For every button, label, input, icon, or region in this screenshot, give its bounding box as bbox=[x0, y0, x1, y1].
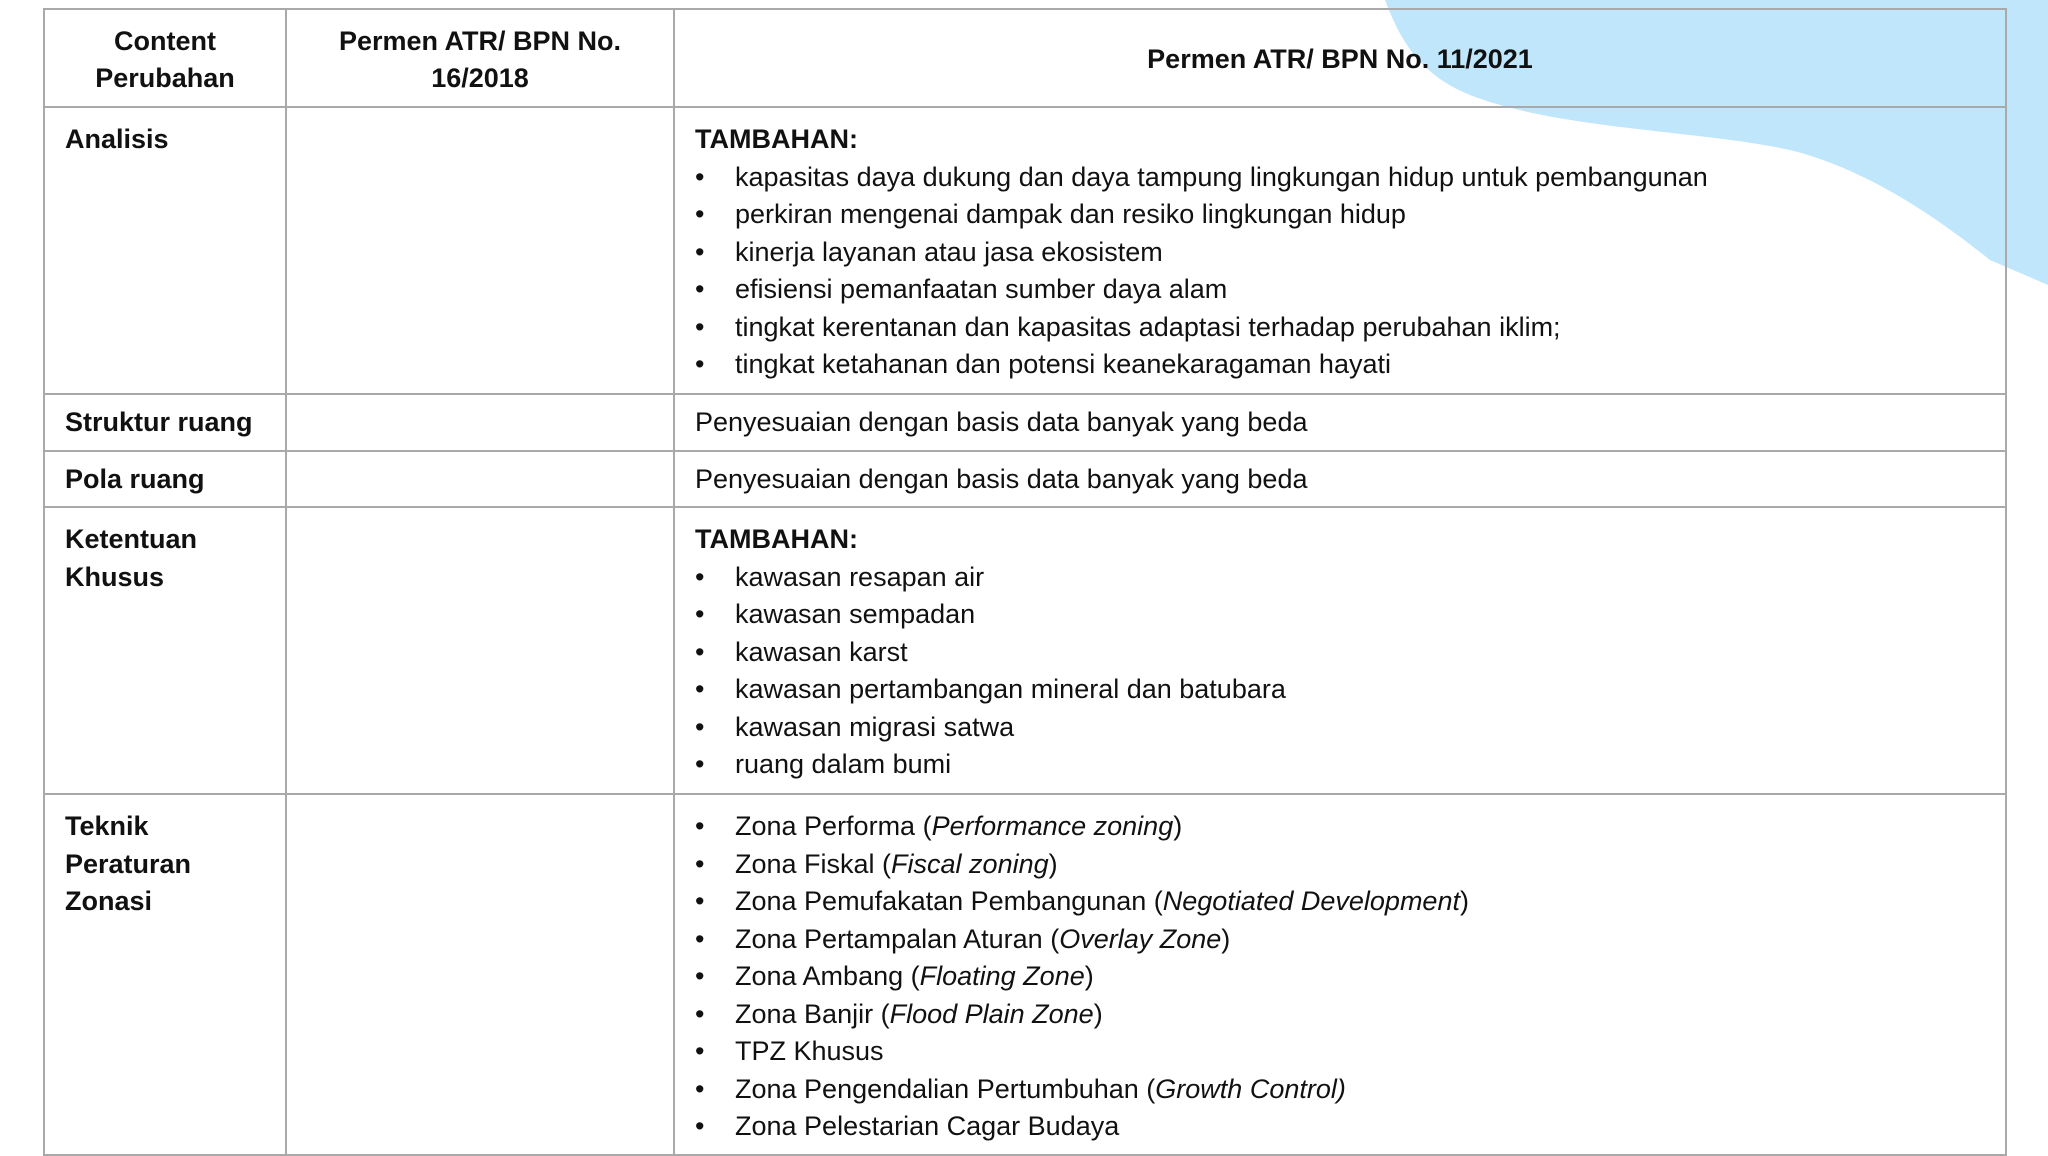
zone-english-term: Flood Plain Zone bbox=[889, 998, 1094, 1029]
cell-new-struktur-ruang: Penyesuaian dengan basis data banyak yang beda bbox=[674, 394, 2006, 451]
zone-english-term: Fiscal zoning bbox=[891, 848, 1049, 879]
header-permen-2018: Permen ATR/ BPN No. 16/2018 bbox=[286, 9, 674, 107]
zone-name: Zona Pemufakatan Pembangunan ( bbox=[735, 886, 1163, 916]
list-item: • tingkat ketahanan dan potensi keanekaragaman hayati bbox=[695, 346, 1985, 384]
zone-english-term: Floating Zone bbox=[919, 961, 1085, 991]
zone-close: ) bbox=[1084, 961, 1094, 991]
zone-name: Zona Banjir ( bbox=[735, 998, 890, 1029]
table-row-ketentuan-khusus bbox=[44, 507, 2006, 794]
header-permen-2021: Permen ATR/ BPN No. 11/2021 bbox=[674, 9, 2006, 107]
row-label-analisis: Analisis bbox=[44, 107, 286, 394]
cell-new-pola-ruang: Penyesuaian dengan basis data banyak yang beda bbox=[674, 451, 2006, 508]
list-item bbox=[695, 996, 1985, 1034]
table-row-teknik-peraturan-zonasi bbox=[44, 794, 2006, 1155]
zone-name: Zona Pengendalian Pertumbuhan ( bbox=[735, 1073, 1156, 1104]
tambahan-heading-analisis: TAMBAHAN: bbox=[695, 124, 858, 154]
list-item: • kinerja layanan atau jasa ekosistem bbox=[695, 234, 1985, 272]
zone-close: ) bbox=[1093, 998, 1103, 1029]
zone-close: ) bbox=[1173, 811, 1183, 841]
cell-old-teknik-peraturan-zonasi bbox=[286, 794, 674, 1155]
table-row-analisis bbox=[44, 107, 2006, 394]
list-item bbox=[695, 1108, 1985, 1146]
comparison-table bbox=[43, 8, 2007, 1156]
zone-name: Zona Ambang ( bbox=[735, 961, 920, 991]
zone-english-term: Overlay Zone bbox=[1059, 923, 1222, 954]
list-item bbox=[695, 883, 1985, 921]
cell-old-analisis bbox=[286, 107, 674, 394]
table-row-pola-ruang bbox=[44, 451, 2006, 508]
bullet-list-analisis bbox=[695, 159, 1985, 384]
list-item bbox=[695, 958, 1985, 996]
list-item: • tingkat kerentanan dan kapasitas adaptasi terhadap perubahan iklim; bbox=[695, 309, 1985, 347]
cell-new-analisis bbox=[674, 107, 2006, 394]
zone-close: ) bbox=[1221, 923, 1231, 954]
zone-name: Zona Fiskal ( bbox=[735, 848, 892, 879]
bullet-list-ketentuan bbox=[695, 559, 1985, 784]
zone-name: Zona Performa ( bbox=[735, 811, 932, 841]
cell-old-pola-ruang bbox=[286, 451, 674, 508]
bullet-list-teknik bbox=[695, 808, 1985, 1146]
zone-name: Zona Pelestarian Cagar Budaya bbox=[735, 1111, 1120, 1141]
tambahan-heading-ketentuan: TAMBAHAN: bbox=[695, 524, 858, 554]
header-content-perubahan: Content Perubahan bbox=[44, 9, 286, 107]
row-label-ketentuan-khusus: Ketentuan Khusus bbox=[44, 507, 286, 794]
list-item: • kapasitas daya dukung dan daya tampung lingkungan hidup untuk pembangunan bbox=[695, 159, 1985, 197]
list-item: • kawasan sempadan bbox=[695, 596, 1985, 634]
list-item: • kawasan migrasi satwa bbox=[695, 709, 1985, 747]
zone-english-term: Negotiated Development bbox=[1162, 886, 1460, 916]
cell-old-ketentuan-khusus bbox=[286, 507, 674, 794]
list-item: • efisiensi pemanfaatan sumber daya alam bbox=[695, 271, 1985, 309]
list-item bbox=[695, 921, 1985, 959]
zone-english-term: Performance zoning bbox=[931, 811, 1174, 841]
row-label-pola-ruang: Pola ruang bbox=[44, 451, 286, 508]
list-item bbox=[695, 1071, 1985, 1109]
cell-new-teknik-peraturan-zonasi bbox=[674, 794, 2006, 1155]
list-item bbox=[695, 1033, 1985, 1071]
cell-new-ketentuan-khusus bbox=[674, 507, 2006, 794]
table-row-struktur-ruang bbox=[44, 394, 2006, 451]
list-item bbox=[695, 846, 1985, 884]
zone-name: Zona Pertampalan Aturan ( bbox=[735, 923, 1060, 954]
list-item: • kawasan pertambangan mineral dan batubara bbox=[695, 671, 1985, 709]
list-item: • perkiran mengenai dampak dan resiko lingkungan hidup bbox=[695, 196, 1985, 234]
zone-english-term: Growth Control) bbox=[1155, 1073, 1346, 1104]
zone-close: ) bbox=[1459, 886, 1469, 916]
table-header-row bbox=[44, 9, 2006, 107]
list-item bbox=[695, 808, 1985, 846]
list-item: • kawasan karst bbox=[695, 634, 1985, 672]
list-item: • ruang dalam bumi bbox=[695, 746, 1985, 784]
list-item: • kawasan resapan air bbox=[695, 559, 1985, 597]
row-label-teknik-peraturan-zonasi: Teknik Peraturan Zonasi bbox=[44, 794, 286, 1155]
cell-old-struktur-ruang bbox=[286, 394, 674, 451]
row-label-struktur-ruang: Struktur ruang bbox=[44, 394, 286, 451]
zone-close: ) bbox=[1048, 848, 1058, 879]
zone-name: TPZ Khusus bbox=[735, 1036, 884, 1066]
